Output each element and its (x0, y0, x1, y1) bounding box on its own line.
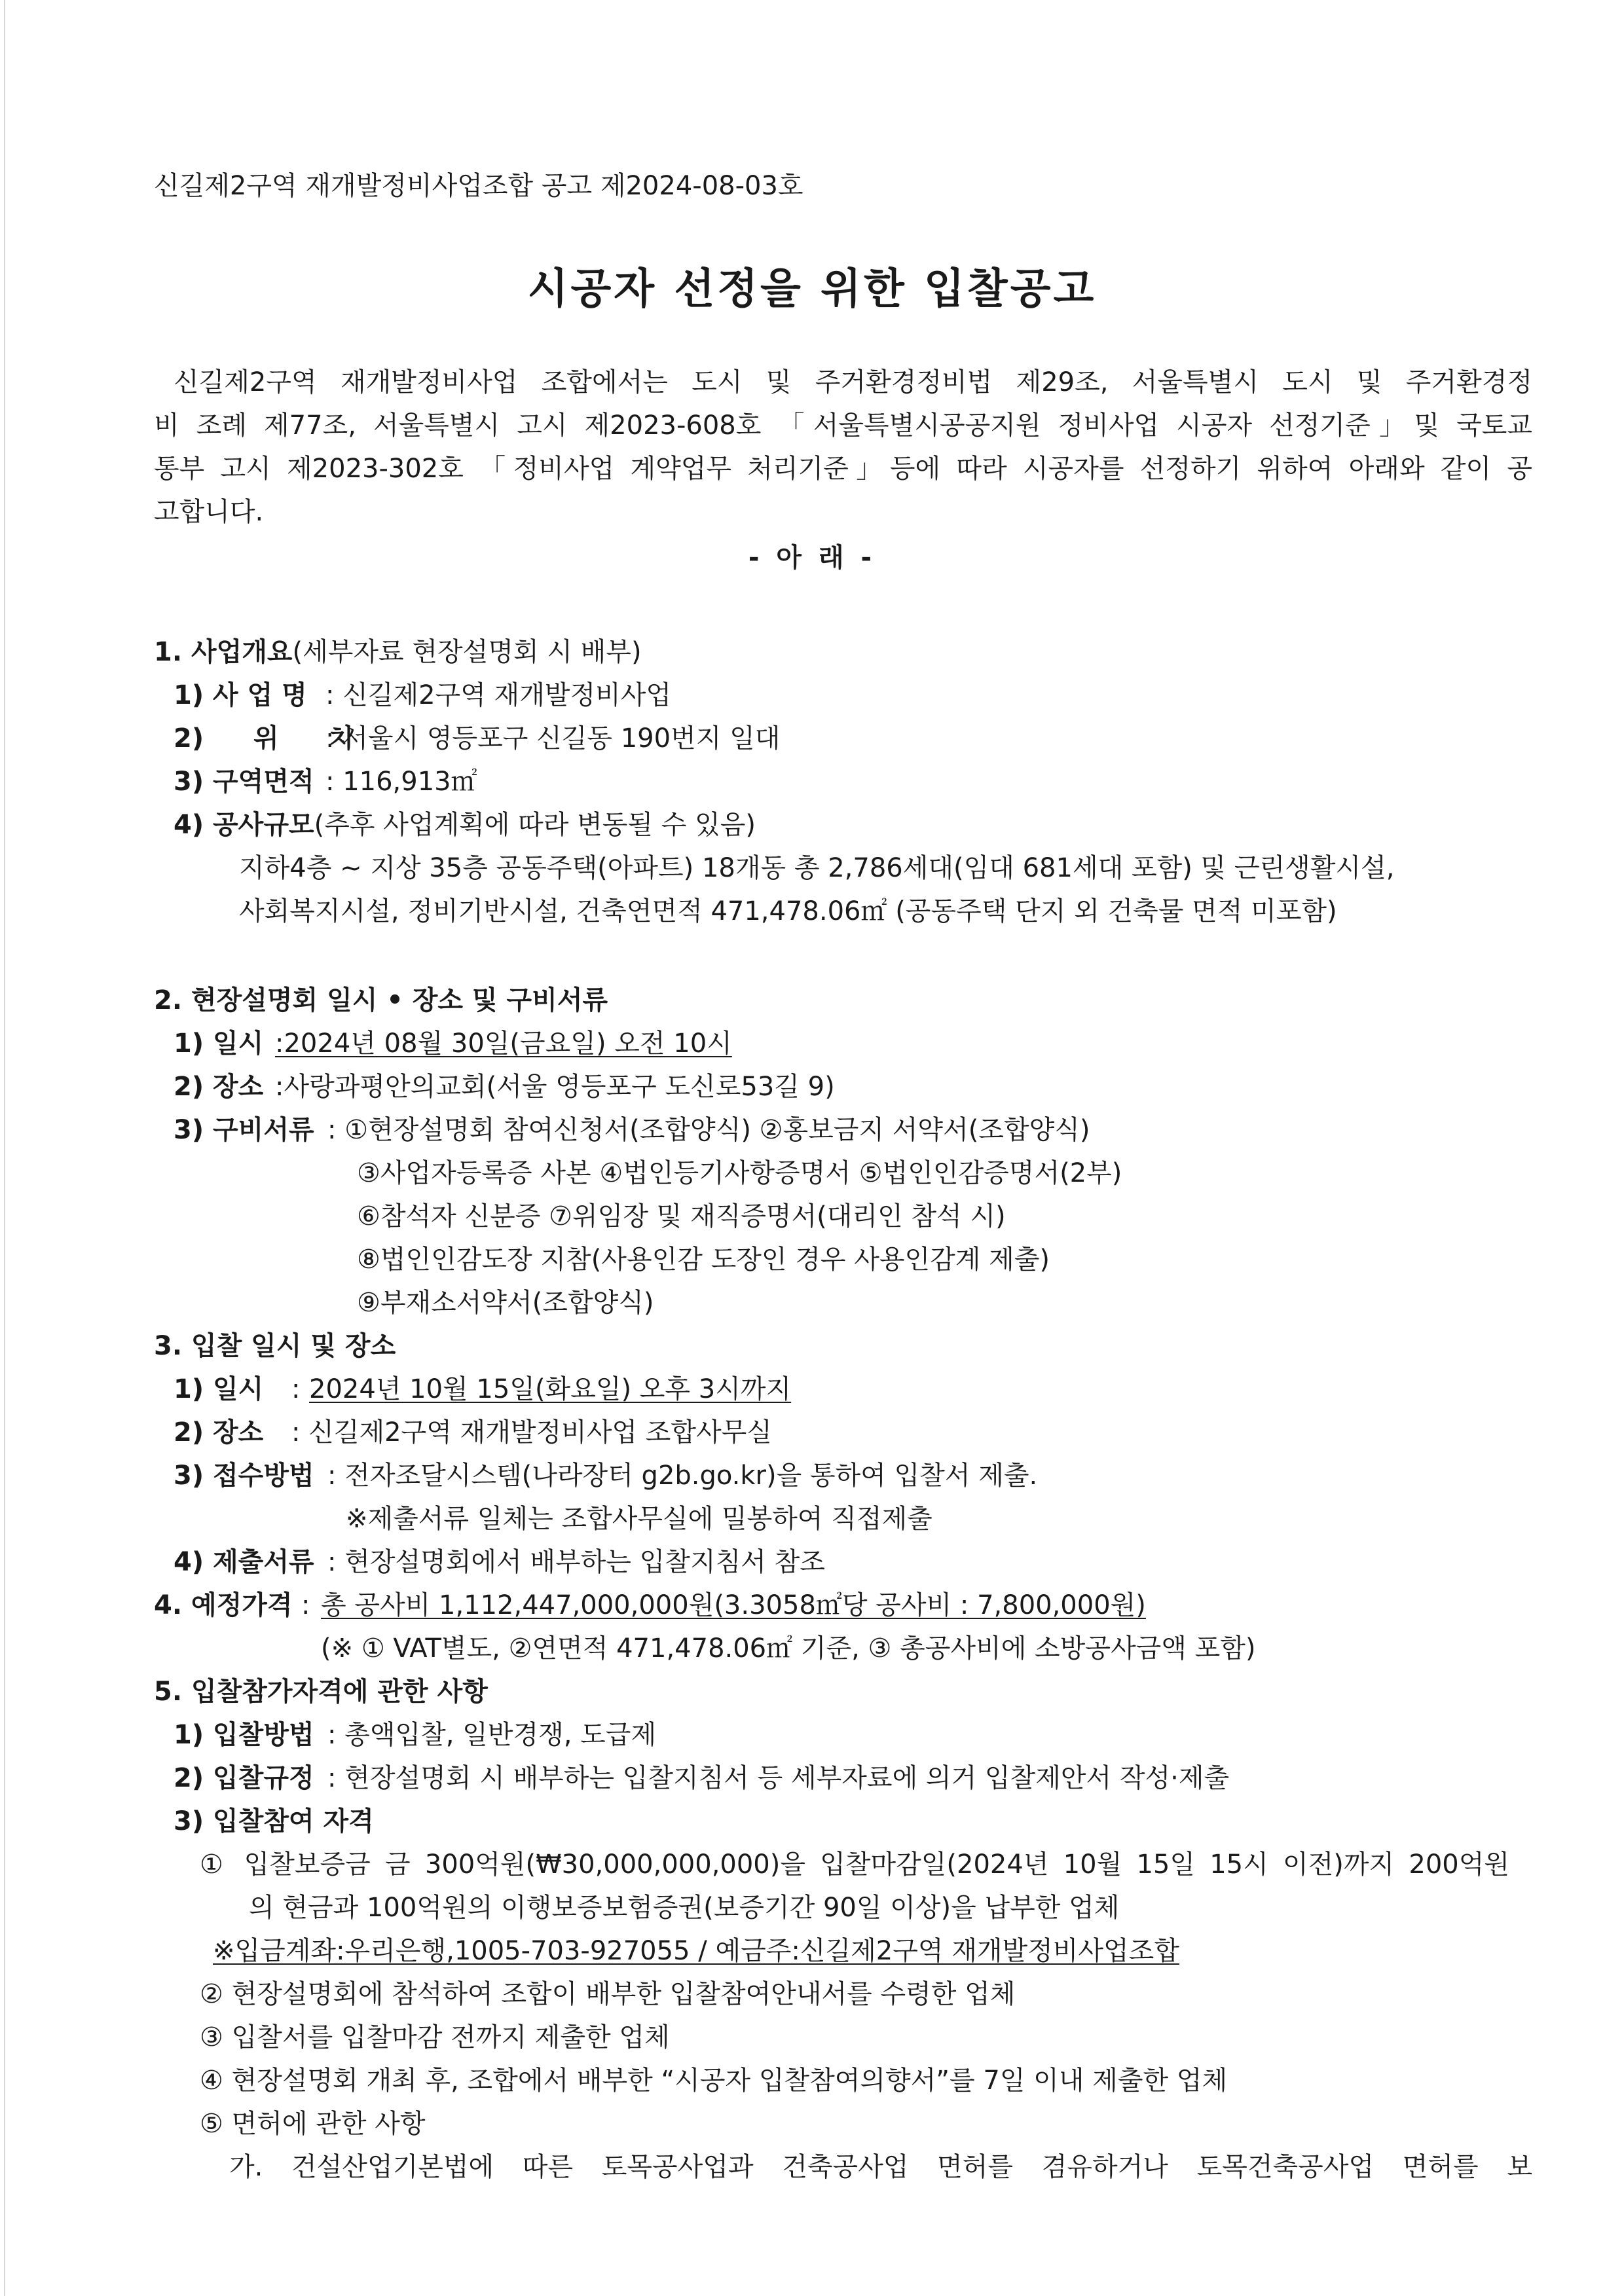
s1-item2-value: : 서울시 영등포구 신길동 190번지 일대 (325, 723, 781, 754)
s2-doc-line-4: ⑧법인인감도장 지참(사용인감 도장인 경우 사용인감계 제출) (357, 1245, 1050, 1275)
s3-item3-value: : 전자조달시스템(나라장터 g2b.go.kr)을 통하여 입찰서 제출. (327, 1461, 1038, 1491)
s5-item2-label: 2) 입찰규정 (174, 1763, 314, 1793)
s4-note: (※ ① VAT별도, ②연면적 471,478.06㎡ 기준, ③ 총공사비에 소방공사금액 포함) (321, 1633, 1256, 1664)
s5-qual1-line2: 의 현금과 100억원의 이행보증보험증권(보증기간 90일 이상)을 납부한 업체 (249, 1893, 1120, 1923)
s5-qual5-ga: 가. 건설산업기본법에 따른 토목공사업과 건축공사업 면허를 겸유하거나 토목건축공사업 면허를 보 (229, 2152, 1532, 2182)
s1-item4: 4) 공사규모(추후 사업계획에 따라 변동될 수 있음) (174, 810, 756, 840)
s2-item3-label: 3) 구비서류 (174, 1115, 314, 1145)
s2-doc-line-1: : ①현장설명회 참여신청서(조합양식) ②홍보금지 서약서(조합양식) (327, 1115, 1090, 1145)
s5-item1-label: 1) 입찰방법 (174, 1720, 314, 1750)
s5-item1-value: : 총액입찰, 일반경쟁, 도급제 (327, 1720, 657, 1750)
s1-item3-value: : 116,913㎡ (325, 767, 477, 797)
s3-item2-value: : 신길제2구역 재개발정비사업 조합사무실 (291, 1417, 772, 1448)
section-3-heading: 3. 입찰 일시 및 장소 (154, 1331, 396, 1361)
s1-item1-label: 1) 사 업 명 (174, 680, 307, 710)
s3-item3-note: ※제출서류 일체는 조합사무실에 밀봉하여 직접제출 (346, 1504, 932, 1534)
intro-line-2: 비 조례 제77조, 서울특별시 고시 제2023-608호 「서울특별시공공지원 정비사업 시공자 선정기준」및 국토교 (154, 410, 1532, 441)
s1-item3-label: 3) 구역면적 (174, 767, 314, 797)
s1-item4-line2: 사회복지시설, 정비기반시설, 건축연면적 471,478.06㎡ (공동주택 단지 외 건축물 면적 미포함) (239, 896, 1337, 926)
s5-qual3: ③ 입찰서를 입찰마감 전까지 제출한 업체 (200, 2022, 670, 2052)
s3-item4-value: : 현장설명회에서 배부하는 입찰지침서 참조 (327, 1547, 825, 1577)
section-1-heading: 1. 사업개요(세부자료 현장설명회 시 배부) (154, 637, 642, 667)
s3-item2-label: 2) 장소 (174, 1417, 264, 1448)
s5-item3-label: 3) 입찰참여 자격 (174, 1806, 374, 1836)
s2-doc-line-3: ⑥참석자 신분증 ⑦위임장 및 재직증명서(대리인 참석 시) (357, 1201, 1006, 1231)
s5-qual4: ④ 현장설명회 개최 후, 조합에서 배부한 “시공자 입찰참여의향서”를 7일 이내 제출한 업체 (200, 2066, 1228, 2096)
s5-qual1-line1: ① 입찰보증금 금 300억원(₩30,000,000,000)을 입찰마감일(2024년 10월 15일 15시 이전)까지 200억원 (200, 1850, 1509, 1880)
s5-qual5: ⑤ 면허에 관한 사항 (200, 2109, 426, 2139)
scan-edge-line (4, 0, 5, 2296)
s2-doc-line-2: ③사업자등록증 사본 ④법인등기사항증명서 ⑤법인인감증명서(2부) (357, 1158, 1122, 1188)
s5-qual2: ② 현장설명회에 참석하여 조합이 배부한 입찰참여안내서를 수령한 업체 (200, 1979, 1016, 2009)
s3-item3-label: 3) 접수방법 (174, 1461, 314, 1491)
s3-item1-label: 1) 일시 (174, 1374, 264, 1404)
intro-line-1: 신길제2구역 재개발정비사업 조합에서는 도시 및 주거환경정비법 제29조, 서울특별시 도시 및 주거환경정 (174, 367, 1532, 397)
s2-item1-value: :2024년 08월 30일(금요일) 오전 10시 (275, 1029, 732, 1059)
s1-item4-line1: 지하4층 ~ 지상 35층 공동주택(아파트) 18개동 총 2,786세대(임대 681세대 포함) 및 근린생활시설, (239, 853, 1395, 883)
arae-marker: - 아 래 - (748, 543, 876, 573)
s2-item1-label: 1) 일시 (174, 1029, 264, 1059)
notice-number: 신길제2구역 재개발정비사업조합 공고 제2024-08-03호 (154, 171, 803, 201)
s5-account: ※입금계좌:우리은행,1005-703-927055 / 예금주:신길제2구역 재개발정비사업조합 (213, 1936, 1179, 1966)
s3-item1-value: 2024년 10월 15일(화요일) 오후 3시까지 (309, 1374, 792, 1404)
intro-line-3: 통부 고시 제2023-302호 「정비사업 계약업무 처리기준」등에 따라 시공자를 선정하기 위하여 아래와 같이 공 (154, 454, 1532, 484)
s5-item2-value: : 현장설명회 시 배부하는 입찰지침서 등 세부자료에 의거 입찰제안서 작성·제출 (327, 1763, 1230, 1793)
section-4-heading: 4. 예정가격 (154, 1590, 293, 1620)
s4-value: 총 공사비 1,112,447,000,000원(3.3058㎡당 공사비 : 7,800,000원) (321, 1590, 1146, 1620)
s2-doc-line-5: ⑨부재소서약서(조합양식) (357, 1288, 654, 1318)
s1-item2-label: 2) 위 치 (174, 723, 354, 754)
intro-line-4: 고합니다. (154, 497, 264, 527)
s1-item1-value: : 신길제2구역 재개발정비사업 (325, 680, 672, 710)
s3-item4-label: 4) 제출서류 (174, 1547, 314, 1577)
s3-item1-colon: : (291, 1374, 301, 1404)
s2-item2-value: :사랑과평안의교회(서울 영등포구 도신로53길 9) (275, 1072, 835, 1102)
section-5-heading: 5. 입찰참가자격에 관한 사항 (154, 1677, 488, 1707)
section-2-heading: 2. 현장설명회 일시 • 장소 및 구비서류 (154, 985, 608, 1015)
page-title: 시공자 선정을 위한 입찰공고 (527, 265, 1097, 314)
s4-colon: : (301, 1590, 310, 1620)
s2-item2-label: 2) 장소 (174, 1072, 264, 1102)
